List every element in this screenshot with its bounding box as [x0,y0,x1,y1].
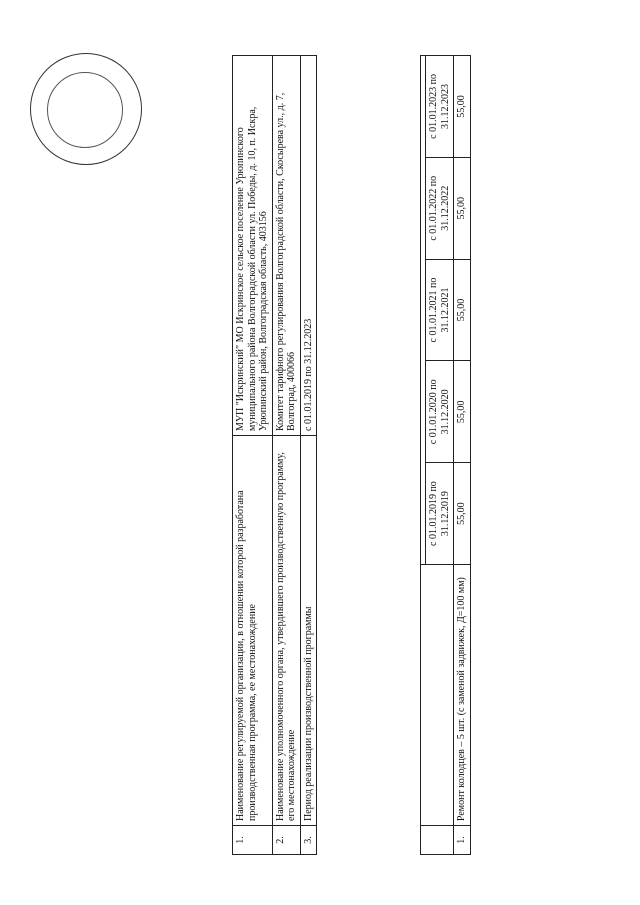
table-row [300,56,317,855]
measures-table [420,55,471,855]
period-header: с 01.01.2019 по 31.12.2019 [426,463,454,565]
row-number: 1. [233,826,273,855]
period-header: с 01.01.2023 по 31.12.2023 [426,56,454,158]
row-value: МУП "Искринский" МО Искринское сельское поселение Урюпинского муниципального района Волгоградской области ул. Победы, д. 10, п. Искра, Урюпинский район, Волгоградская область, 403156 [233,56,273,436]
row-value: с 01.01.2019 по 31.12.2023 [300,56,317,436]
measure-value: 55,00 [454,56,471,158]
period-header: с 01.01.2021 по 31.12.2021 [426,259,454,361]
measure-value: 55,00 [454,259,471,361]
table-row [233,56,273,855]
row-number: 1. [454,826,471,855]
row-number: 2. [272,826,300,855]
period-header: с 01.01.2020 по 31.12.2020 [426,361,454,463]
measure-value: 55,00 [454,361,471,463]
row-label: Наименование регулируемой организации, в отношении которой разработана производственная программа, ее местонахождение [233,436,273,826]
table-row [272,56,300,855]
row-value: Комитет тарифного регулирования Волгоградской области, Скосырева ул., д. 7, Волгоград, 400066 [272,56,300,436]
col-number-header [421,826,454,855]
table-row [454,56,471,855]
row-label: Наименование уполномоченного органа, утвердившего производственную программу, его местонахождение [272,436,300,826]
row-label: Период реализации производственной программы [300,436,317,826]
period-header: с 01.01.2022 по 31.12.2022 [426,157,454,259]
measure-value: 55,00 [454,157,471,259]
row-number: 3. [300,826,317,855]
passport-table [232,55,317,855]
seal-stamp [30,53,142,165]
measure-name: Ремонт колодцев – 5 шт. (с заменой задвижек, Д=100 мм) [454,564,471,825]
col-name-header [421,564,454,825]
measure-value: 55,00 [454,463,471,565]
